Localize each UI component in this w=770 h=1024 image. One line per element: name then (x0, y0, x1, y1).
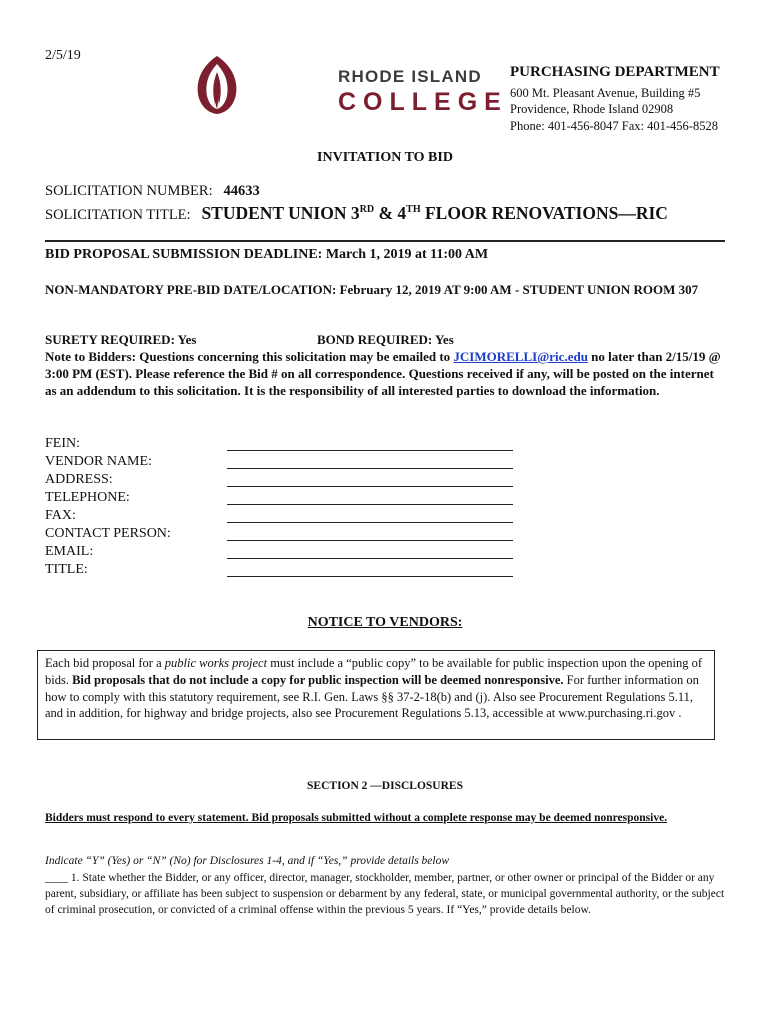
field-fein: FEIN: (45, 436, 515, 454)
note-to-bidders: Note to Bidders: Questions concerning this solicitation may be emailed to JCIMORELLI@ric.edu no later than 2/15/19 @ 3:00 PM (EST). Please reference the Bid # on all correspondence. Questions received if any, will be posted on the internet as an addendum to this solicitation. It is the responsibility of all interested parties to download the information. (45, 349, 721, 398)
solicitation-title-label: SOLICITATION TITLE: (45, 207, 191, 223)
submission-deadline (45, 246, 725, 263)
section-heading: SECTION 2 —DISCLOSURES (307, 780, 463, 792)
bond-required: BOND REQUIRED: Yes (317, 332, 454, 347)
field-vendor-name: VENDOR NAME: (45, 454, 515, 472)
title-input-line[interactable] (227, 576, 513, 577)
header-divider (45, 240, 725, 242)
deadline-value: : March 1, 2019 at 11:00 AM (317, 247, 489, 262)
email-input-line[interactable] (227, 558, 513, 559)
page-title: INVITATION TO BID (317, 150, 453, 165)
field-email: EMAIL: (45, 544, 515, 562)
solicitation-title-value: STUDENT UNION 3RD & 4TH FLOOR RENOVATIONS—RIC (201, 203, 668, 223)
college-logo-icon (192, 54, 242, 116)
field-address: ADDRESS: (45, 472, 515, 490)
brand-name-line1: RHODE ISLAND (338, 67, 482, 86)
document-date: 2/5/19 (45, 48, 81, 63)
contact-person-input-line[interactable] (227, 540, 513, 541)
address-input-line[interactable] (227, 486, 513, 487)
solicitation-number-label: SOLICITATION NUMBER: (45, 183, 213, 199)
notice-box: Each bid proposal for a public works project must include a “public copy” to be available for public inspection upon the opening of bids. Bid proposals that do not include a copy for public inspection will be deemed nonresponsive. For further information on how to comply with this statutory requirement, see R.I. Gen. Laws §§ 37-2-18(b) and (j). Also see Procurement Regulations 5.11, and in addition, for highway and bridge projects, also see Procurement Regulations 5.13, accessible at www.purchasing.ri.gov . (37, 650, 715, 740)
vendor-name-input-line[interactable] (227, 468, 513, 469)
deadline-label: BID PROPOSAL SUBMISSION DEADLINE (45, 247, 318, 262)
fax-input-line[interactable] (227, 522, 513, 523)
field-telephone: TELEPHONE: (45, 490, 515, 508)
address-line1: 600 Mt. Pleasant Avenue, Building #5 (510, 86, 701, 100)
disclosure-1: ____ 1. State whether the Bidder, or any officer, director, manager, stockholder, member, partner, or other owner or principal of the Bidder or any parent, subsidiary, or affiliate has been subject to suspension or debarment by any federal, state, or municipal governmental authority, or the subject of criminal prosecution, or convicted of a criminal offense within the previous 5 years. If “Yes,” provide details below. (45, 872, 725, 916)
address-line2: Providence, Rhode Island 02908 (510, 102, 674, 116)
contact-email-link[interactable]: JCIMORELLI@ric.edu (453, 349, 588, 364)
phone-line: Phone: 401-456-8047 Fax: 401-456-8528 (510, 119, 718, 133)
field-title: TITLE: (45, 562, 515, 580)
solicitation-title (45, 203, 668, 224)
bidders-note: Bidders must respond to every statement. Bid proposals submitted without a complete response may be deemed nonresponsive. (45, 812, 668, 824)
department-name: PURCHASING DEPARTMENT (510, 64, 720, 80)
solicitation-number-value: 44633 (223, 183, 260, 199)
telephone-input-line[interactable] (227, 504, 513, 505)
surety-required: SURETY REQUIRED: Yes BOND REQUIRED: Yes (45, 332, 454, 347)
disclosure-instructions: Indicate “Y” (Yes) or “N” (No) for Disclosures 1-4, and if “Yes,” provide details below (45, 855, 450, 867)
notice-heading: NOTICE TO VENDORS: (307, 615, 463, 630)
prebid-label: NON-MANDATORY PRE-BID DATE/LOCATION: (45, 282, 337, 297)
field-fax: FAX: (45, 508, 515, 526)
field-contact-person: CONTACT PERSON: (45, 526, 515, 544)
prebid-info (45, 281, 725, 298)
prebid-value: February 12, 2019 AT 9:00 AM - STUDENT UNION ROOM 307 (336, 282, 699, 297)
brand-name-line2: COLLEGE (338, 88, 508, 116)
solicitation-number (45, 183, 260, 200)
fein-input-line[interactable] (227, 450, 513, 451)
